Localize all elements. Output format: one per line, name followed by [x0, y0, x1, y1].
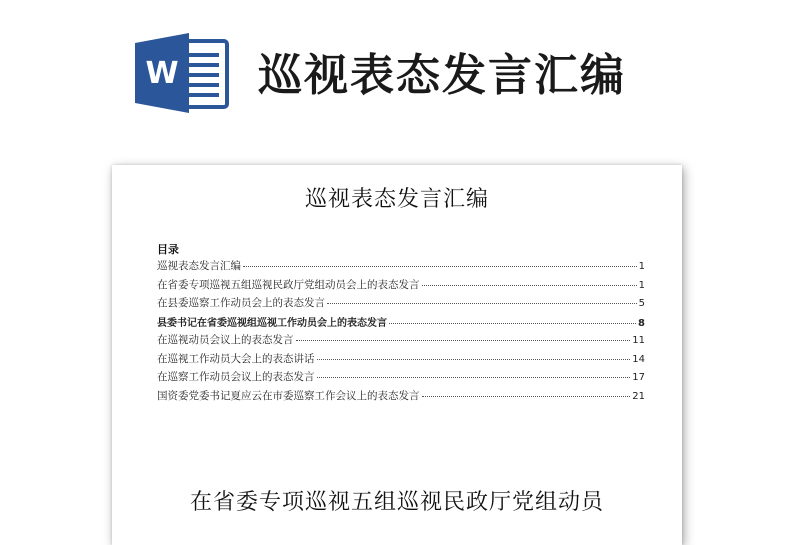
- toc-entry-page: 8: [638, 317, 645, 329]
- toc-heading: 目录: [157, 243, 179, 256]
- toc-entry-title: 在巡察工作动员会议上的表态发言: [157, 371, 315, 383]
- toc-leader-dots: [296, 339, 631, 341]
- toc-entry[interactable]: [157, 369, 645, 388]
- toc-entry-page: 1: [638, 279, 645, 291]
- document-page: [112, 165, 682, 545]
- toc-entry-title: 在县委巡察工作动员会上的表态发言: [157, 297, 325, 309]
- toc-entry[interactable]: [157, 295, 645, 314]
- toc-entry[interactable]: [157, 388, 645, 407]
- svg-text:W: W: [145, 56, 179, 91]
- section-heading: 在省委专项巡视五组巡视民政厅党组动员: [189, 490, 604, 515]
- toc-entry[interactable]: [157, 314, 645, 333]
- header-banner: [0, 0, 800, 140]
- toc-leader-dots: [317, 358, 631, 360]
- document-preview: [112, 165, 688, 545]
- toc-leader-dots: [389, 322, 636, 324]
- toc-entry-title: 在巡视动员会议上的表态发言: [157, 334, 294, 346]
- toc-entry[interactable]: [157, 332, 645, 351]
- toc-leader-dots: [327, 302, 637, 304]
- toc-entry[interactable]: [157, 258, 645, 277]
- toc-leader-dots: [422, 395, 631, 397]
- toc-entry-page: 17: [632, 372, 645, 383]
- table-of-contents: [157, 258, 645, 406]
- toc-entry-title: 县委书记在省委巡视组巡视工作动员会上的表态发言: [157, 317, 387, 329]
- toc-leader-dots: [243, 265, 637, 267]
- toc-entry-title: 国资委党委书记夏应云在市委巡察工作会议上的表态发言: [157, 389, 420, 402]
- toc-entry-page: 14: [632, 353, 645, 365]
- toc-entry-title: 在省委专项巡视五组巡视民政厅党组动员会上的表态发言: [157, 278, 420, 291]
- toc-entry[interactable]: [157, 351, 645, 370]
- toc-entry[interactable]: [157, 277, 645, 296]
- toc-entry-title: 巡视表态发言汇编: [157, 260, 241, 272]
- toc-entry-title: 在巡视工作动员大会上的表态讲话: [157, 352, 315, 365]
- toc-entry-page: 1: [638, 261, 645, 272]
- document-title: 巡视表态发言汇编: [304, 187, 489, 212]
- toc-entry-page: 11: [632, 335, 645, 346]
- header-title: 巡视表态发言汇编: [258, 50, 626, 101]
- toc-leader-dots: [422, 284, 637, 286]
- toc-leader-dots: [317, 376, 631, 378]
- toc-entry-page: 5: [638, 298, 645, 309]
- toc-entry-page: 21: [632, 390, 645, 402]
- word-icon: [133, 33, 229, 113]
